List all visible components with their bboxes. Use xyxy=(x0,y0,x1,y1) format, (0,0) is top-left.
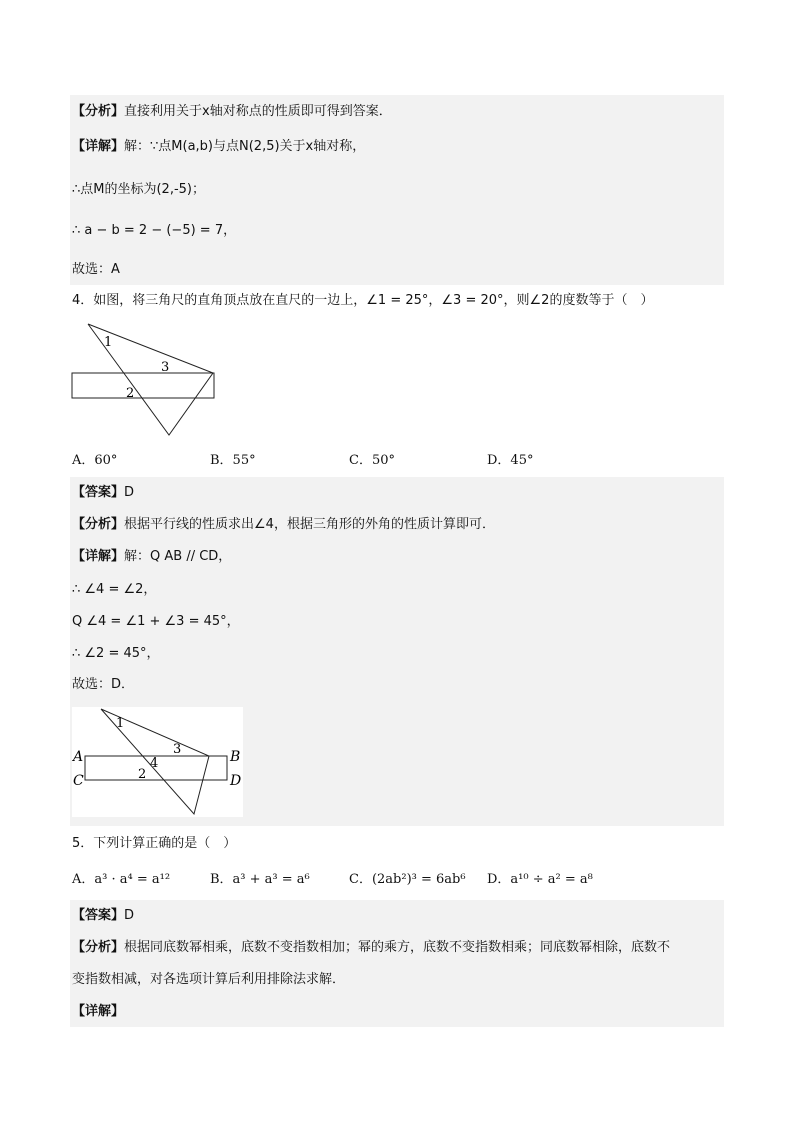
q4-step1: ∴ ∠4 = ∠2， xyxy=(72,582,157,597)
q4-option-a[interactable]: A．60° xyxy=(72,453,118,468)
q5-solution-band xyxy=(70,900,724,1027)
q5-detail-label: 【详解】 xyxy=(72,1004,125,1019)
answer-value: D xyxy=(124,908,135,923)
angle-label-3: 3 xyxy=(173,742,182,757)
angle-label-2: 2 xyxy=(126,386,135,401)
detail-text: 解：Q AB // CD， xyxy=(124,549,232,564)
q4-step3: ∴ ∠2 = 45°， xyxy=(72,646,160,661)
q4-question: 4．如图，将三角尺的直角顶点放在直尺的一边上，∠1 = 25°，∠3 = 20°，则∠2的度数等于（ ） xyxy=(72,293,654,308)
detail-text: 解：∵点M(a,b)与点N(2,5)关于x轴对称， xyxy=(124,139,366,154)
angle-label-2: 2 xyxy=(138,767,147,782)
q4-option-c[interactable]: C．50° xyxy=(349,453,395,468)
q5-option-b[interactable]: B．a³ + a³ = a⁶ xyxy=(210,872,310,887)
q5-question: 5．下列计算正确的是（ ） xyxy=(72,836,237,851)
q5-analysis-line1 xyxy=(72,939,670,957)
q5-option-c[interactable]: C．(2ab²)³ = 6ab⁶ xyxy=(349,872,466,887)
answer-label: 【答案】 xyxy=(72,908,125,923)
analysis-text: 根据平行线的性质求出∠4，根据三角形的外角的性质计算即可． xyxy=(124,517,495,532)
q4-figure-ruler-triangle xyxy=(68,318,228,440)
q4-option-d[interactable]: D．45° xyxy=(487,453,534,468)
point-label-b: B xyxy=(230,749,241,765)
analysis-text: 直接利用关于x轴对称点的性质即可得到答案． xyxy=(124,104,392,119)
q5-analysis-line2: 变指数相减，对各选项计算后利用排除法求解． xyxy=(72,972,346,987)
q3-step1: ∴点M的坐标为(2,-5)； xyxy=(72,182,205,197)
q4-choice: 故选：D． xyxy=(72,677,135,692)
angle-label-4: 4 xyxy=(150,756,159,771)
analysis-label: 【分析】 xyxy=(72,104,125,119)
angle-label-1: 1 xyxy=(104,335,113,350)
analysis-text: 根据同底数幂相乘，底数不变指数相加；幂的乘方，底数不变指数相乘；同底数幂相除，底数不 xyxy=(124,940,671,955)
point-label-c: C xyxy=(73,773,84,789)
analysis-label: 【分析】 xyxy=(72,517,125,532)
q4-step2: Q ∠4 = ∠1 + ∠3 = 45°， xyxy=(72,614,240,629)
angle-label-1: 1 xyxy=(116,716,125,731)
answer-value: D xyxy=(124,485,135,500)
q3-analysis xyxy=(72,103,392,121)
q4-analysis xyxy=(72,516,495,534)
q3-detail xyxy=(72,138,365,156)
q4-option-b[interactable]: B．55° xyxy=(210,453,256,468)
q3-choice: 故选：A xyxy=(72,262,120,277)
q5-answer xyxy=(72,907,134,925)
q4-detail xyxy=(72,548,231,566)
angle-label-3: 3 xyxy=(161,360,170,375)
detail-label: 【详解】 xyxy=(72,549,125,564)
q4-answer xyxy=(72,484,134,502)
q3-step2: ∴ a − b = 2 − (−5) = 7， xyxy=(72,223,237,238)
answer-label: 【答案】 xyxy=(72,485,125,500)
point-label-d: D xyxy=(230,773,242,789)
q4-figure-labeled xyxy=(72,707,243,817)
detail-label: 【详解】 xyxy=(72,139,125,154)
q5-option-a[interactable]: A．a³ · a⁴ = a¹² xyxy=(72,872,171,887)
point-label-a: A xyxy=(73,749,84,765)
q5-option-d[interactable]: D．a¹⁰ ÷ a² = a⁸ xyxy=(487,872,593,887)
analysis-label: 【分析】 xyxy=(72,940,125,955)
